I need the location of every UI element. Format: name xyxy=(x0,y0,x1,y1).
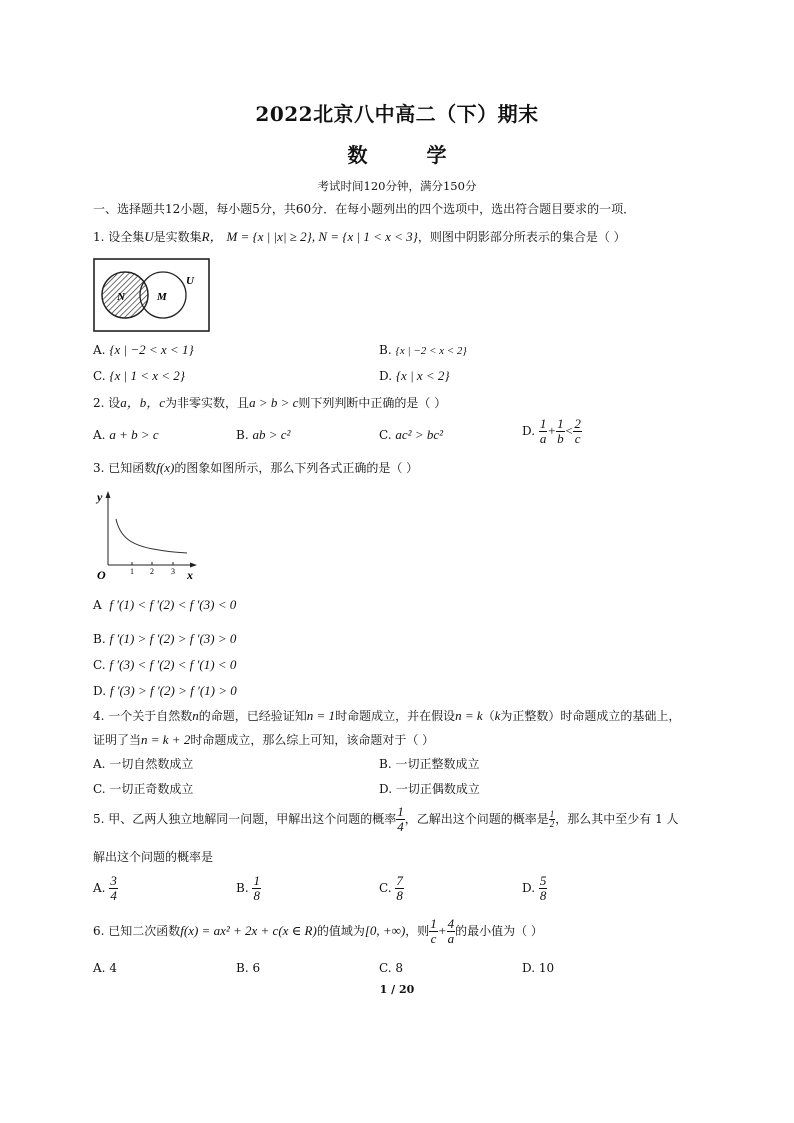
q6-option-d: D. 10 xyxy=(522,961,555,975)
q1-option-b: B. {x | −2 < x < 2} xyxy=(379,343,467,357)
q1-option-a: A. {x | −2 < x < 1} xyxy=(93,342,194,357)
page-title: 2022北京八中高二（下）期末 xyxy=(255,102,539,126)
q6-option-c: C. 8 xyxy=(379,961,404,975)
svg-text:2: 2 xyxy=(150,567,154,576)
q2-option-a: A. a + b > c xyxy=(93,427,159,442)
svg-text:O: O xyxy=(97,568,106,582)
question-2-stem: 2. 设a，b，c为非零实数，且a > b > c则下列判断中正确的是（ ） xyxy=(93,395,447,410)
q5-option-d: D. $\frac{5}{8}$ xyxy=(522,873,547,903)
q5-option-b: B. $\frac{1}{8}$ xyxy=(236,873,260,903)
q2-option-b: B. ab > c² xyxy=(236,427,291,442)
q3-option-b: B. f ′(1) > f ′(2) > f ′(3) > 0 xyxy=(93,631,237,646)
label-n: N xyxy=(117,291,125,303)
page-number: 1 / 20 xyxy=(379,983,415,996)
q2-option-d: D. $\frac{1}{a}$ + $\frac{1}{b}$ < $\frac{2}{c}$ xyxy=(522,416,581,446)
label-u: U xyxy=(186,275,194,287)
function-graph xyxy=(93,487,203,583)
exam-info: 考试时间120分钟，满分150分 xyxy=(317,179,477,193)
subject-title: 数 学 xyxy=(347,143,473,167)
question-3-stem: 3. 已知函数f(x)的图象如图所示，那么下列各式正确的是（ ） xyxy=(93,460,419,475)
q6-option-b: B. 6 xyxy=(236,961,261,975)
section-intro: 一、选择题共12小题，每小题5分，共60分．在每小题列出的四个选项中，选出符合题目要求的一项． xyxy=(93,202,636,216)
q6-option-a: A. 4 xyxy=(93,961,117,975)
svg-text:x: x xyxy=(187,568,193,582)
q4-option-d: D. 一切正偶数成立 xyxy=(379,782,480,796)
q3-option-a: A f ′(1) < f ′(2) < f ′(3) < 0 xyxy=(93,597,237,612)
question-4-line-2: 证明了当n = k + 2时命题成立，那么综上可知，该命题对于（ ） xyxy=(93,732,435,747)
question-5-line-2: 解出这个问题的概率是 xyxy=(93,850,214,864)
q4-option-c: C. 一切正奇数成立 xyxy=(93,782,194,796)
question-4-line-1: 4. 一个关于自然数n的命题，已经验证知n = 1时命题成立，并在假设n = k（k为正整数）时命题成立的基础上， xyxy=(93,708,681,723)
question-1-stem: 1. 设全集U是实数集R， M = {x | |x| ≥ 2}, N = {x | 1 < x < 3}，则图中阴影部分所表示的集合是（ ） xyxy=(93,229,626,244)
q4-option-b: B. 一切正整数成立 xyxy=(379,757,480,771)
q1-option-c: C. {x | 1 < x < 2} xyxy=(93,368,185,383)
question-5-line-1: 5. 甲、乙两人独立地解同一问题，甲解出这个问题的概率 $\frac{1}{4}$ ，乙解出这个问题的概率是 $\frac{1}{2}$ ，那么其中至少有 1 人 xyxy=(93,804,679,834)
label-m: M xyxy=(157,291,167,303)
q5-option-c: C. $\frac{7}{8}$ xyxy=(379,873,403,903)
svg-text:3: 3 xyxy=(171,567,175,576)
svg-text:1: 1 xyxy=(130,567,134,576)
venn-diagram xyxy=(93,258,211,332)
q1-option-d: D. {x | x < 2} xyxy=(379,368,450,383)
q4-option-a: A. 一切自然数成立 xyxy=(93,757,194,771)
q5-option-a: A. $\frac{3}{4}$ xyxy=(93,873,117,903)
q3-option-d: D. f ′(3) > f ′(2) > f ′(1) > 0 xyxy=(93,683,237,698)
q3-option-c: C. f ′(3) < f ′(2) < f ′(1) < 0 xyxy=(93,657,237,672)
svg-text:y: y xyxy=(97,490,103,504)
question-6-stem: 6. 已知二次函数f(x) = ax² + 2x + c(x ∈ R)的值域为[0, +∞)，则 $\frac{1}{c}$ + $\frac{4}{a}$ 的最小值为（ ） xyxy=(93,916,543,946)
curve xyxy=(116,519,187,553)
q2-option-c: C. ac² > bc² xyxy=(379,427,444,442)
